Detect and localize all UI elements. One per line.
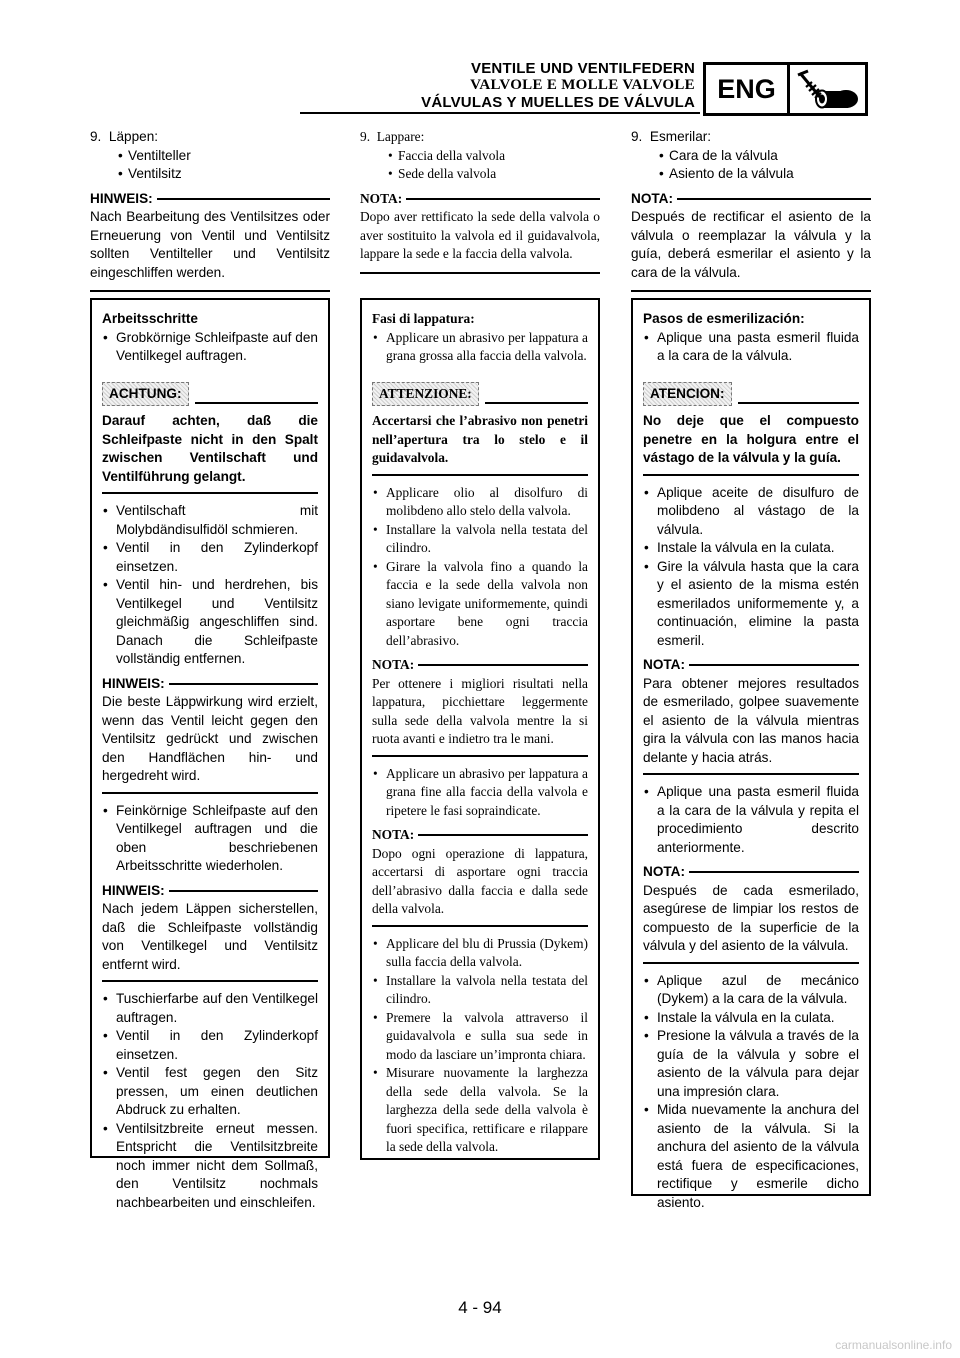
divider [372, 474, 588, 476]
list-item: • Installare la valvola nella testata del cilindro. [372, 521, 588, 558]
list-item: • Cara de la válvula [659, 147, 871, 166]
header-title-it: VALVOLE E MOLLE VALVOLE [470, 77, 695, 93]
column-es [631, 128, 871, 292]
caution-heading [102, 382, 318, 407]
note-heading [360, 190, 600, 209]
note-label: NOTA: [372, 657, 415, 672]
note-end-rule [360, 272, 600, 274]
caution-heading [372, 382, 588, 407]
note-text: Per ottenere i migliori risultati nella lappatura, picchiettare leggermente sulla sede della valvola mentre la si ruota avanti e indietro tra le mani. [372, 675, 588, 746]
procedure-box-de [90, 298, 330, 1210]
list-item: • Ventilsitzbreite erneut messen. Entspricht die Ventilsitzbreite noch immer nicht dem Sollmaß, den Ventilsitz nochmals nachbearbeiten und einschleifen. [102, 1120, 318, 1213]
step-heading: 9. Lappare: [360, 129, 425, 144]
list-item: • Aplique una pasta esmeril fluida a la cara de la válvula. [643, 329, 859, 366]
step-subitems [631, 147, 871, 184]
note-heading [372, 826, 588, 845]
step-heading: 9. Esmerilar: [631, 129, 712, 144]
bullet-list [372, 935, 588, 1157]
divider [372, 755, 588, 757]
caution-label: ATENCION: [643, 382, 732, 407]
note-heading [643, 656, 859, 675]
divider [102, 492, 318, 494]
note-label: NOTA: [643, 657, 686, 672]
list-item: • Ventilschaft mit Molybdändisulfidöl schmieren. [102, 502, 318, 539]
note-text: Para obtener mejores resultados de esmerilado, golpee suavemente el asiento de la válvula mientras gira la válvula con las manos hacia delante y hacia atrás. [643, 675, 859, 765]
box-title: Pasos de esmerilización: [643, 311, 805, 326]
note-rule [418, 664, 588, 666]
list-item: • Asiento de la válvula [659, 165, 871, 184]
caution-text: No deje que el compuesto penetre en la holgura entre el vástago de la válvula y la guía. [643, 413, 859, 465]
list-item: • Aplique aceite de disulfuro de molibdeno al vástago de la válvula. [643, 484, 859, 540]
bullet-list [643, 783, 859, 857]
procedure-box-es [631, 298, 871, 1210]
note-heading [102, 882, 318, 901]
caution-rule [738, 402, 859, 404]
list-item: • Ventilsitz [118, 165, 330, 184]
engine-valve-icon [792, 67, 864, 113]
caution-label: ACHTUNG: [102, 382, 189, 407]
note-label: HINWEIS: [102, 882, 165, 898]
caution-label: ATTENZIONE: [372, 382, 479, 407]
note-heading [90, 190, 330, 209]
box-title: Arbeitsschritte [102, 311, 198, 326]
list-item: • Misurare nuovamente la larghezza della sede della valvola. Se la larghezza della sede della valvola è fuori specifica, rettificare e rilappare la sede della valvola. [372, 1064, 588, 1157]
caution-text: Darauf achten, daß die Schleifpaste nicht in den Spalt zwischen Ventilschaft und Ventilführung gelangt. [102, 413, 318, 484]
note-text: Después de cada esmerilado, asegúrese de limpiar los restos de compuesto de la superficie de la válvula y del asiento de la válvula. [643, 882, 859, 953]
step-subitems [360, 147, 600, 184]
note-rule [689, 664, 859, 666]
list-item: • Sede della valvola [388, 165, 600, 184]
divider [643, 474, 859, 476]
note-text: Nach jedem Läppen sicherstellen, daß die Schleifpaste vollständig von Ventilkegel und Ventilsitz entfernt wird. [102, 901, 318, 972]
list-item: • Ventil in den Zylinderkopf einsetzen. [102, 539, 318, 576]
watermark: carmanualsonline.info [835, 1338, 952, 1352]
procedure-box-it [360, 298, 600, 1160]
note-heading [372, 656, 588, 675]
note-rule [406, 198, 600, 200]
column-it [360, 128, 600, 274]
list-item: • Faccia della valvola [388, 147, 600, 166]
list-item: • Applicare un abrasivo per lappatura a grana grossa alla faccia della valvola. [372, 329, 588, 366]
divider [643, 962, 859, 964]
bullet-list [102, 990, 318, 1212]
note-rule [169, 683, 318, 685]
note-rule [677, 198, 871, 200]
note-text: Dopo aver rettificato la sede della valvola o aver sostituito la valvola ed il guidavalvola, lappare la sede e la faccia della valvola. [360, 209, 600, 261]
note-heading [631, 190, 871, 209]
divider [102, 792, 318, 794]
bullet-list [102, 502, 318, 669]
list-item: • Grobkörnige Schleifpaste auf den Ventilkegel auftragen. [102, 329, 318, 366]
bullet-list [643, 972, 859, 1213]
list-item: • Applicare del blu di Prussia (Dykem) sulla faccia della valvola. [372, 935, 588, 972]
bullet-list [643, 484, 859, 651]
header-rule [300, 112, 700, 114]
page-number: 4 - 94 [458, 1298, 502, 1317]
note-rule [418, 834, 588, 836]
divider [102, 980, 318, 982]
note-label: HINWEIS: [102, 675, 165, 691]
header-title-de: VENTILE UND VENTILFEDERN [471, 60, 695, 77]
list-item: • Installare la valvola nella testata del cilindro. [372, 972, 588, 1009]
note-end-rule [631, 290, 871, 292]
note-label: NOTA: [643, 864, 686, 879]
note-heading [102, 675, 318, 694]
list-item: • Gire la válvula hasta que la cara y el asiento de la misma estén esmerilados uniformemente y, a continuación, elimine la pasta esmeril. [643, 558, 859, 651]
section-badge [703, 62, 868, 116]
step-heading: 9. Läppen: [90, 129, 159, 144]
caution-rule [485, 402, 588, 404]
divider [643, 773, 859, 775]
list-item: • Ventil fest gegen den Sitz pressen, um einen deutlichen Abdruck zu erhalten. [102, 1064, 318, 1120]
list-item: • Ventil in den Zylinderkopf einsetzen. [102, 1027, 318, 1064]
note-rule [689, 871, 859, 873]
header-title-es: VÁLVULAS Y MUELLES DE VÁLVULA [421, 94, 695, 111]
note-label: NOTA: [631, 190, 674, 206]
badge-label: ENG [706, 65, 790, 113]
list-item: • Instale la válvula en la culata. [643, 539, 859, 558]
list-item: • Applicare un abrasivo per lappatura a grana fine alla faccia della valvola e ripetere le fasi sopraindicate. [372, 765, 588, 821]
list-item: • Ventilteller [118, 147, 330, 166]
list-item: • Mida nuevamente la anchura del asiento de la válvula. Si la anchura del asiento de la válvula está fuera de especificaciones, rectifique y esmerile dicho asiento. [643, 1101, 859, 1212]
page-header [300, 60, 695, 111]
bullet-list [102, 802, 318, 876]
caution-heading [643, 382, 859, 407]
note-text: Nach Bearbeitung des Ventilsitzes oder Erneuerung von Ventil und Ventilsitz sollten Ventilteller und Ventilsitz eingeschliffen werden. [90, 209, 330, 280]
caution-text: Accertarsi che l’abrasivo non penetri nell’apertura tra lo stelo e il guidavalvola. [372, 413, 588, 465]
list-item: • Aplique una pasta esmeril fluida a la cara de la válvula y repita el procedimiento descrito anteriormente. [643, 783, 859, 857]
box-title: Fasi di lappatura: [372, 311, 475, 326]
list-item: • Feinkörnige Schleifpaste auf den Ventilkegel auftragen und die oben beschriebenen Arbeitsschritte wiederholen. [102, 802, 318, 876]
list-item: • Aplique azul de mecánico (Dykem) a la cara de la válvula. [643, 972, 859, 1009]
note-text: Dopo ogni operazione di lappatura, accertarsi di asportare ogni traccia dell’abrasivo dalla faccia e dalla sede della valvola. [372, 845, 588, 916]
bullet-list [372, 765, 588, 821]
list-item: • Girare la valvola fino a quando la faccia e la sede della valvola non siano levigate uniformemente, quindi asportare bene ogni traccia dell’abrasivo. [372, 558, 588, 651]
list-item: • Tuschierfarbe auf den Ventilkegel auftragen. [102, 990, 318, 1027]
note-label: NOTA: [360, 190, 403, 206]
list-item: • Premere la valvola attraverso il guidavalvola e sulla sua sede in modo da lasciare un’impronta chiara. [372, 1009, 588, 1065]
note-text: Después de rectificar el asiento de la válvula o reemplazar la válvula y la guía, deberá esmerilar el asiento y la cara de la válvula. [631, 209, 871, 280]
note-rule [169, 890, 318, 892]
list-item: • Ventil hin- und herdrehen, bis Ventilkegel und Ventilsitz gleichmäßig angeschliffen sind. Danach die Schleifpaste vollständig entfernen. [102, 576, 318, 669]
note-end-rule [90, 290, 330, 292]
note-label: NOTA: [372, 827, 415, 842]
note-text: Die beste Läppwirkung wird erzielt, wenn das Ventil leicht gegen den Ventilsitz gedrückt und zwischen den Handflächen hin- und hergedreht wird. [102, 694, 318, 783]
list-item: • Presione la válvula a través de la guía de la válvula y sobre el asiento de la válvula para dejar una impresión clara. [643, 1027, 859, 1101]
note-label: HINWEIS: [90, 190, 153, 206]
note-rule [157, 198, 330, 200]
divider [372, 925, 588, 927]
list-item: • Applicare olio al disolfuro di molibdeno allo stelo della valvola. [372, 484, 588, 521]
step-subitems [90, 147, 330, 184]
column-de [90, 128, 330, 292]
list-item: • Instale la válvula en la culata. [643, 1009, 859, 1028]
caution-rule [195, 402, 319, 404]
bullet-list [372, 484, 588, 651]
note-heading [643, 863, 859, 882]
